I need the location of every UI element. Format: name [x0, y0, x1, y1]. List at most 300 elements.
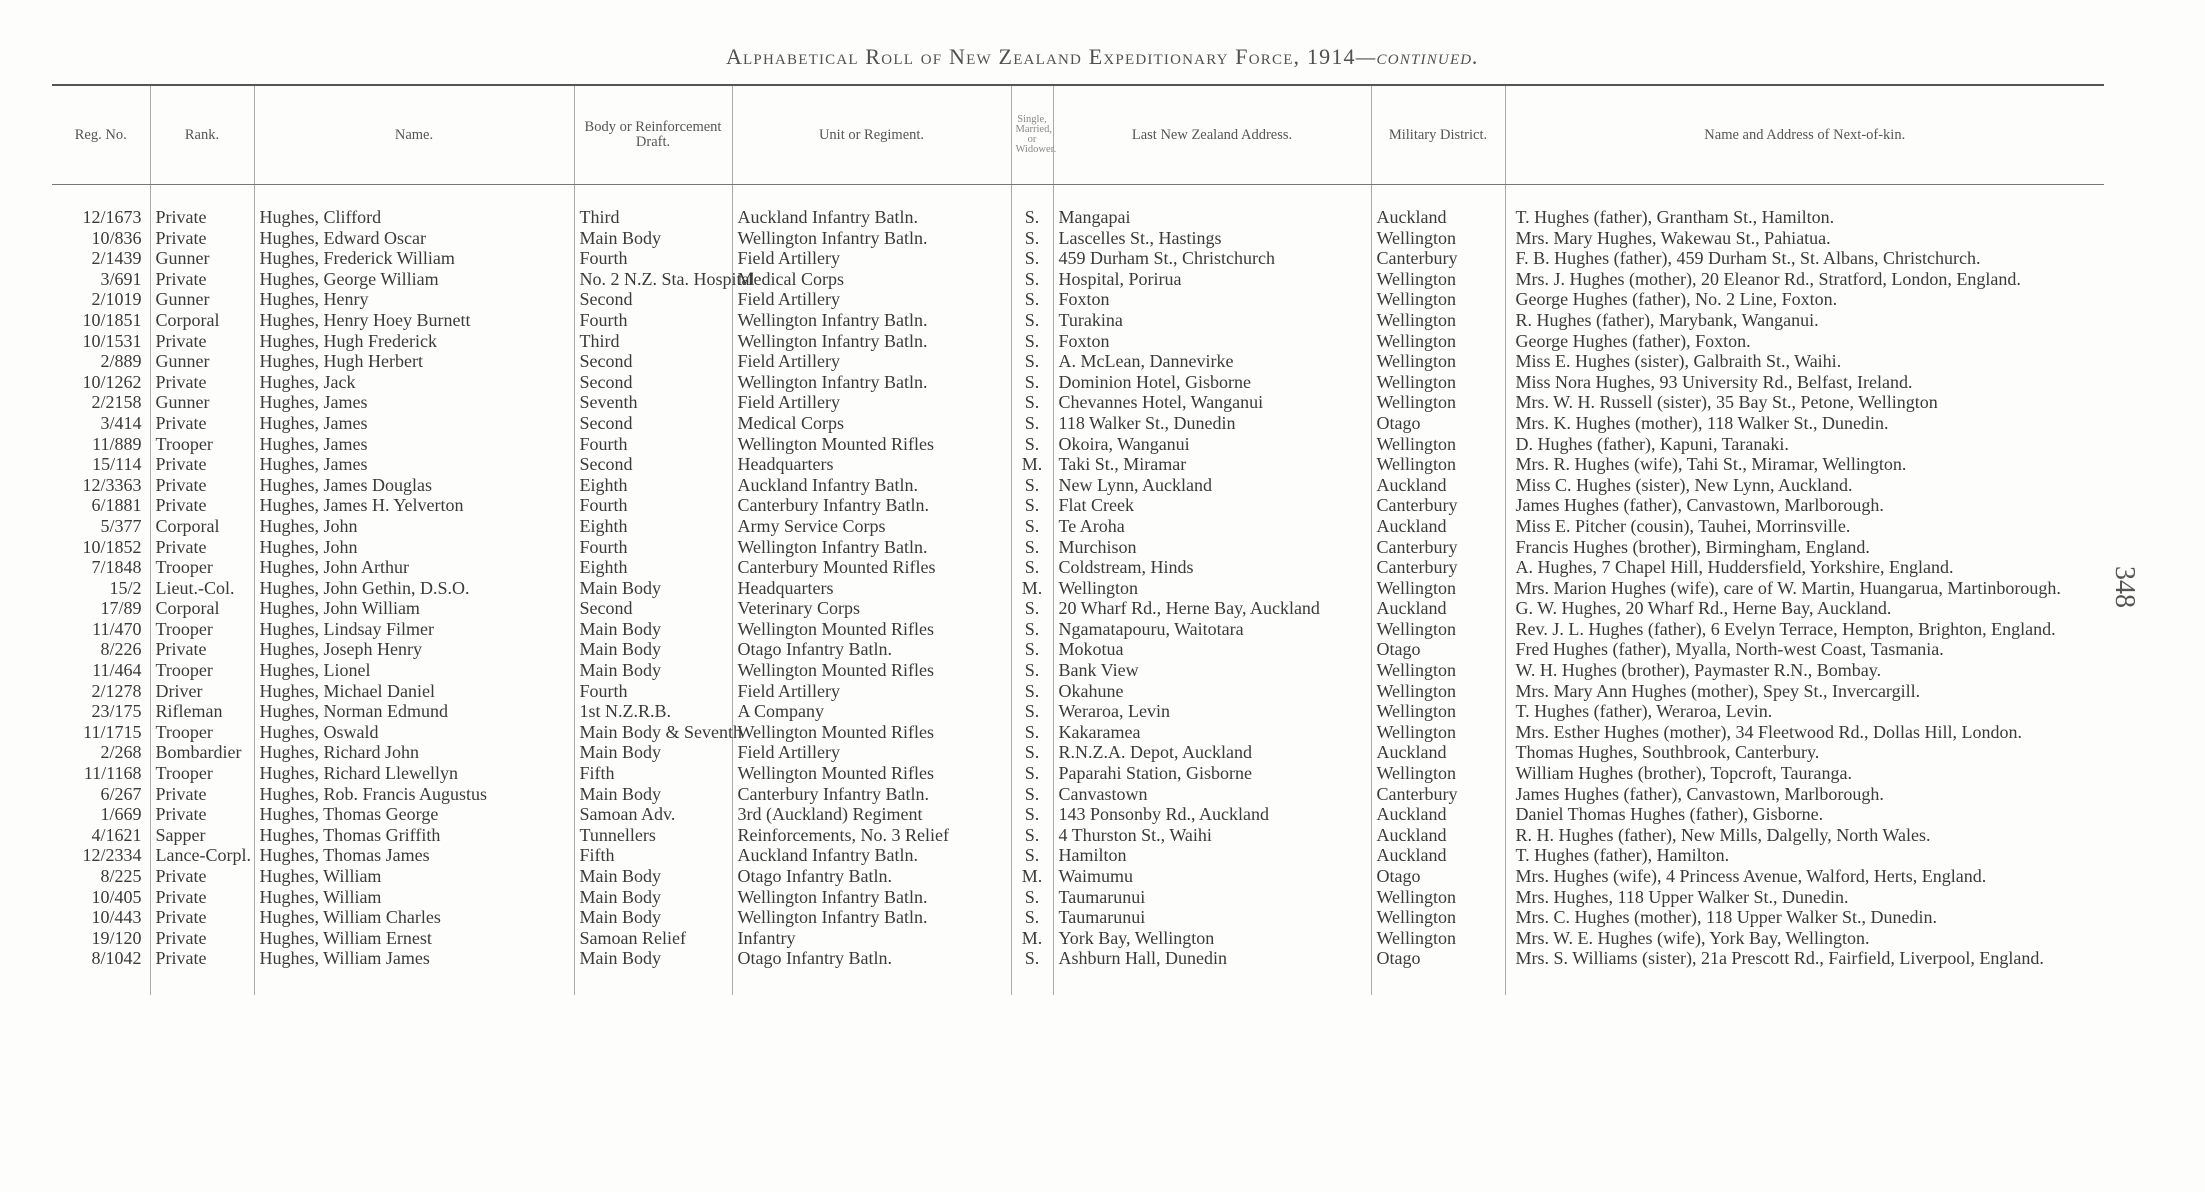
name-cell: Hughes, Michael Daniel — [254, 681, 574, 702]
next-of-kin-cell: Mrs. K. Hughes (mother), 118 Walker St., Dunedin. — [1505, 413, 2104, 434]
district-cell: Wellington — [1371, 681, 1505, 702]
col-header-address: Last New Zealand Address. — [1053, 85, 1371, 185]
draft-cell: Fourth — [574, 495, 732, 516]
next-of-kin-cell: D. Hughes (father), Kapuni, Taranaki. — [1505, 434, 2104, 455]
draft-cell: Eighth — [574, 475, 732, 496]
reg-no-cell: 8/226 — [100, 639, 142, 660]
reg-no-cell: 10/1262 — [82, 371, 142, 392]
draft-cell: Third — [574, 185, 732, 228]
draft-cell: Fourth — [574, 681, 732, 702]
marital-status-cell: S. — [1011, 557, 1053, 578]
draft-cell: Main Body — [574, 866, 732, 887]
district-cell: Wellington — [1371, 372, 1505, 393]
reg-no-cell: 2/889 — [100, 351, 142, 372]
col-header-marital-status: Single, Married, or Widower. — [1011, 85, 1053, 185]
name-cell: Hughes, William Charles — [254, 907, 574, 928]
table-row — [52, 351, 2104, 372]
unit-cell: Wellington Infantry Batln. — [732, 331, 1011, 352]
address-cell: R.N.Z.A. Depot, Auckland — [1053, 742, 1371, 763]
unit-cell: Field Artillery — [732, 681, 1011, 702]
col-header-name: Name. — [254, 85, 574, 185]
unit-cell: Field Artillery — [732, 248, 1011, 269]
district-cell: Wellington — [1371, 310, 1505, 331]
address-cell: Foxton — [1053, 289, 1371, 310]
name-cell: Hughes, John William — [254, 598, 574, 619]
table-row — [52, 495, 2104, 516]
next-of-kin-cell: Miss C. Hughes (sister), New Lynn, Auckland. — [1505, 475, 2104, 496]
table-row — [52, 331, 2104, 352]
draft-cell: Second — [574, 598, 732, 619]
name-cell: Hughes, James — [254, 413, 574, 434]
col-header-rank: Rank. — [150, 85, 254, 185]
next-of-kin-cell: Daniel Thomas Hughes (father), Gisborne. — [1505, 804, 2104, 825]
rank-cell: Rifleman — [150, 701, 254, 722]
district-cell: Wellington — [1371, 289, 1505, 310]
next-of-kin-cell: Miss E. Hughes (sister), Galbraith St., Waihi. — [1505, 351, 2104, 372]
draft-cell: 1st N.Z.R.B. — [574, 701, 732, 722]
rank-cell: Private — [150, 639, 254, 660]
rank-cell: Private — [150, 372, 254, 393]
address-cell: Canvastown — [1053, 784, 1371, 805]
rank-cell: Private — [150, 269, 254, 290]
rank-cell: Private — [150, 331, 254, 352]
draft-cell: Fourth — [574, 248, 732, 269]
name-cell: Hughes, James — [254, 454, 574, 475]
marital-status-cell: S. — [1011, 331, 1053, 352]
table-row — [52, 537, 2104, 558]
name-cell: Hughes, John — [254, 537, 574, 558]
address-cell: 20 Wharf Rd., Herne Bay, Auckland — [1053, 598, 1371, 619]
district-cell: Otago — [1371, 413, 1505, 434]
address-cell: New Lynn, Auckland — [1053, 475, 1371, 496]
reg-no-cell: 2/268 — [100, 742, 142, 763]
draft-cell: Fourth — [574, 434, 732, 455]
address-cell: Murchison — [1053, 537, 1371, 558]
table-row — [52, 866, 2104, 887]
marital-status-cell: S. — [1011, 351, 1053, 372]
draft-cell: Fifth — [574, 763, 732, 784]
marital-status-cell: S. — [1011, 392, 1053, 413]
district-cell: Wellington — [1371, 763, 1505, 784]
marital-status-cell: S. — [1011, 475, 1053, 496]
rank-cell: Private — [150, 887, 254, 908]
district-cell: Wellington — [1371, 392, 1505, 413]
draft-cell: Eighth — [574, 557, 732, 578]
unit-cell: Field Artillery — [732, 289, 1011, 310]
name-cell: Hughes, William — [254, 887, 574, 908]
next-of-kin-cell: Mrs. Mary Hughes, Wakewau St., Pahiatua. — [1505, 228, 2104, 249]
draft-cell: Second — [574, 413, 732, 434]
address-cell: Mokotua — [1053, 639, 1371, 660]
rank-cell: Trooper — [150, 434, 254, 455]
draft-cell: Main Body — [574, 619, 732, 640]
unit-cell: Army Service Corps — [732, 516, 1011, 537]
address-cell: 143 Ponsonby Rd., Auckland — [1053, 804, 1371, 825]
rank-cell: Gunner — [150, 392, 254, 413]
address-cell: Coldstream, Hinds — [1053, 557, 1371, 578]
marital-status-cell: S. — [1011, 185, 1053, 228]
name-cell: Hughes, Hugh Herbert — [254, 351, 574, 372]
marital-status-cell: M. — [1011, 866, 1053, 887]
table-row — [52, 701, 2104, 722]
draft-cell: No. 2 N.Z. Sta. Hospital — [574, 269, 732, 290]
marital-status-cell: S. — [1011, 804, 1053, 825]
next-of-kin-cell: George Hughes (father), No. 2 Line, Foxton. — [1505, 289, 2104, 310]
address-cell: Kakaramea — [1053, 722, 1371, 743]
table-row — [52, 742, 2104, 763]
reg-no-cell: 11/1715 — [83, 721, 142, 742]
rank-cell: Private — [150, 804, 254, 825]
unit-cell: Field Artillery — [732, 392, 1011, 413]
marital-status-cell: S. — [1011, 639, 1053, 660]
rank-cell: Corporal — [150, 598, 254, 619]
col-header-next-of-kin: Name and Address of Next-of-kin. — [1505, 85, 2104, 185]
unit-cell: Auckland Infantry Batln. — [732, 185, 1011, 228]
marital-status-cell: S. — [1011, 763, 1053, 784]
district-cell: Auckland — [1371, 845, 1505, 866]
unit-cell: Otago Infantry Batln. — [732, 948, 1011, 995]
next-of-kin-cell: Mrs. R. Hughes (wife), Tahi St., Miramar, Wellington. — [1505, 454, 2104, 475]
marital-status-cell: S. — [1011, 845, 1053, 866]
name-cell: Hughes, James H. Yelverton — [254, 495, 574, 516]
unit-cell: Canterbury Infantry Batln. — [732, 495, 1011, 516]
unit-cell: Wellington Mounted Rifles — [732, 722, 1011, 743]
table-row — [52, 845, 2104, 866]
rank-cell: Trooper — [150, 763, 254, 784]
next-of-kin-cell: F. B. Hughes (father), 459 Durham St., St. Albans, Christchurch. — [1505, 248, 2104, 269]
marital-status-cell: S. — [1011, 660, 1053, 681]
rank-cell: Driver — [150, 681, 254, 702]
draft-cell: Eighth — [574, 516, 732, 537]
table-row — [52, 372, 2104, 393]
col-header-district: Military District. — [1371, 85, 1505, 185]
name-cell: Hughes, Hugh Frederick — [254, 331, 574, 352]
address-cell: Bank View — [1053, 660, 1371, 681]
unit-cell: 3rd (Auckland) Regiment — [732, 804, 1011, 825]
marital-status-cell: S. — [1011, 310, 1053, 331]
next-of-kin-cell: R. H. Hughes (father), New Mills, Dalgelly, North Wales. — [1505, 825, 2104, 846]
marital-status-cell: S. — [1011, 372, 1053, 393]
name-cell: Hughes, John Gethin, D.S.O. — [254, 578, 574, 599]
address-cell: Foxton — [1053, 331, 1371, 352]
draft-cell: Seventh — [574, 392, 732, 413]
district-cell: Wellington — [1371, 887, 1505, 908]
rank-cell: Corporal — [150, 310, 254, 331]
address-cell: Wellington — [1053, 578, 1371, 599]
unit-cell: Wellington Infantry Batln. — [732, 537, 1011, 558]
district-cell: Wellington — [1371, 907, 1505, 928]
reg-no-cell: 10/1531 — [82, 330, 142, 351]
address-cell: Hospital, Porirua — [1053, 269, 1371, 290]
marital-status-cell: S. — [1011, 742, 1053, 763]
table-row — [52, 660, 2104, 681]
unit-cell: Wellington Mounted Rifles — [732, 660, 1011, 681]
next-of-kin-cell: Thomas Hughes, Southbrook, Canterbury. — [1505, 742, 2104, 763]
unit-cell: Wellington Mounted Rifles — [732, 434, 1011, 455]
address-cell: A. McLean, Dannevirke — [1053, 351, 1371, 372]
marital-status-cell: S. — [1011, 887, 1053, 908]
name-cell: Hughes, James — [254, 434, 574, 455]
address-cell: Chevannes Hotel, Wanganui — [1053, 392, 1371, 413]
reg-no-cell: 6/267 — [100, 783, 142, 804]
page-title — [0, 44, 2205, 70]
reg-no-cell: 7/1848 — [91, 557, 142, 578]
next-of-kin-cell: Francis Hughes (brother), Birmingham, England. — [1505, 537, 2104, 558]
unit-cell: Field Artillery — [732, 351, 1011, 372]
district-cell: Canterbury — [1371, 557, 1505, 578]
table-row — [52, 619, 2104, 640]
district-cell: Canterbury — [1371, 784, 1505, 805]
name-cell: Hughes, Frederick William — [254, 248, 574, 269]
reg-no-cell: 4/1621 — [91, 824, 142, 845]
name-cell: Hughes, Joseph Henry — [254, 639, 574, 660]
next-of-kin-cell: Miss Nora Hughes, 93 University Rd., Belfast, Ireland. — [1505, 372, 2104, 393]
unit-cell: Veterinary Corps — [732, 598, 1011, 619]
district-cell: Wellington — [1371, 351, 1505, 372]
district-cell: Auckland — [1371, 598, 1505, 619]
table-row — [52, 928, 2104, 949]
district-cell: Wellington — [1371, 928, 1505, 949]
rank-cell: Gunner — [150, 351, 254, 372]
unit-cell: Headquarters — [732, 454, 1011, 475]
name-cell: Hughes, John Arthur — [254, 557, 574, 578]
name-cell: Hughes, Thomas James — [254, 845, 574, 866]
name-cell: Hughes, Richard Llewellyn — [254, 763, 574, 784]
rank-cell: Gunner — [150, 289, 254, 310]
unit-cell: Field Artillery — [732, 742, 1011, 763]
col-header-reg-no: Reg. No. — [52, 85, 150, 185]
reg-no-cell: 8/1042 — [91, 948, 142, 969]
rank-cell: Trooper — [150, 557, 254, 578]
name-cell: Hughes, Lindsay Filmer — [254, 619, 574, 640]
reg-no-cell: 8/225 — [100, 866, 142, 886]
district-cell: Wellington — [1371, 701, 1505, 722]
reg-no-cell: 15/114 — [92, 454, 142, 475]
rank-cell: Private — [150, 475, 254, 496]
marital-status-cell: M. — [1011, 578, 1053, 599]
name-cell: Hughes, Norman Edmund — [254, 701, 574, 722]
unit-cell: Wellington Infantry Batln. — [732, 310, 1011, 331]
next-of-kin-cell: R. Hughes (father), Marybank, Wanganui. — [1505, 310, 2104, 331]
name-cell: Hughes, James Douglas — [254, 475, 574, 496]
draft-cell: Fourth — [574, 537, 732, 558]
draft-cell: Main Body — [574, 907, 732, 928]
rank-cell: Private — [150, 537, 254, 558]
district-cell: Auckland — [1371, 185, 1505, 228]
address-cell: Ashburn Hall, Dunedin — [1053, 948, 1371, 995]
rank-cell: Gunner — [150, 248, 254, 269]
marital-status-cell: S. — [1011, 948, 1053, 995]
draft-cell: Samoan Relief — [574, 928, 732, 949]
table-row — [52, 289, 2104, 310]
page-number: 348 — [2109, 566, 2140, 608]
table-row — [52, 516, 2104, 537]
district-cell: Otago — [1371, 866, 1505, 887]
draft-cell: Samoan Adv. — [574, 804, 732, 825]
address-cell: Okahune — [1053, 681, 1371, 702]
table-row — [52, 763, 2104, 784]
address-cell: Hamilton — [1053, 845, 1371, 866]
reg-no-cell: 2/2158 — [91, 392, 142, 413]
table-row — [52, 413, 2104, 434]
reg-no-cell: 11/889 — [92, 433, 142, 454]
rank-cell: Trooper — [150, 660, 254, 681]
name-cell: Hughes, Lionel — [254, 660, 574, 681]
name-cell: Hughes, George William — [254, 269, 574, 290]
table-row — [52, 722, 2104, 743]
address-cell: Okoira, Wanganui — [1053, 434, 1371, 455]
reg-no-cell: 11/1168 — [83, 763, 142, 784]
address-cell: 118 Walker St., Dunedin — [1053, 413, 1371, 434]
draft-cell: Main Body — [574, 784, 732, 805]
district-cell: Wellington — [1371, 434, 1505, 455]
roll-body — [52, 185, 2104, 995]
table-row — [52, 454, 2104, 475]
unit-cell: Wellington Mounted Rifles — [732, 619, 1011, 640]
reg-no-cell: 12/1673 — [82, 207, 142, 227]
draft-cell: Main Body — [574, 578, 732, 599]
marital-status-cell: M. — [1011, 928, 1053, 949]
header-row — [52, 85, 2104, 185]
next-of-kin-cell: Mrs. Mary Ann Hughes (mother), Spey St., Invercargill. — [1505, 681, 2104, 702]
reg-no-cell: 23/175 — [91, 701, 142, 722]
roll-table — [52, 84, 2104, 995]
unit-cell: Canterbury Mounted Rifles — [732, 557, 1011, 578]
table-row — [52, 248, 2104, 269]
name-cell: Hughes, Henry Hoey Burnett — [254, 310, 574, 331]
unit-cell: Reinforcements, No. 3 Relief — [732, 825, 1011, 846]
unit-cell: Headquarters — [732, 578, 1011, 599]
address-cell: Ngamatapouru, Waitotara — [1053, 619, 1371, 640]
address-cell: 459 Durham St., Christchurch — [1053, 248, 1371, 269]
address-cell: Taki St., Miramar — [1053, 454, 1371, 475]
reg-no-cell: 1/669 — [100, 804, 142, 825]
reg-no-cell: 10/443 — [91, 907, 142, 928]
name-cell: Hughes, James — [254, 392, 574, 413]
address-cell: 4 Thurston St., Waihi — [1053, 825, 1371, 846]
draft-cell: Fourth — [574, 310, 732, 331]
table-row — [52, 639, 2104, 660]
marital-status-cell: S. — [1011, 825, 1053, 846]
next-of-kin-cell: Mrs. C. Hughes (mother), 118 Upper Walker St., Dunedin. — [1505, 907, 2104, 928]
district-cell: Auckland — [1371, 475, 1505, 496]
district-cell: Canterbury — [1371, 495, 1505, 516]
reg-no-cell: 12/3363 — [82, 474, 142, 495]
next-of-kin-cell: Fred Hughes (father), Myalla, North-west Coast, Tasmania. — [1505, 639, 2104, 660]
unit-cell: Infantry — [732, 928, 1011, 949]
name-cell: Hughes, Richard John — [254, 742, 574, 763]
marital-status-cell: S. — [1011, 537, 1053, 558]
rank-cell: Lance-Corpl. — [150, 845, 254, 866]
rank-cell: Bombardier — [150, 742, 254, 763]
table-row — [52, 784, 2104, 805]
district-cell: Auckland — [1371, 516, 1505, 537]
table-row — [52, 681, 2104, 702]
draft-cell: Main Body — [574, 887, 732, 908]
marital-status-cell: S. — [1011, 516, 1053, 537]
next-of-kin-cell: Miss E. Pitcher (cousin), Tauhei, Morrinsville. — [1505, 516, 2104, 537]
page-title-suffix: —continued. — [1355, 44, 1480, 69]
address-cell: Flat Creek — [1053, 495, 1371, 516]
rank-cell: Lieut.-Col. — [150, 578, 254, 599]
address-cell: Dominion Hotel, Gisborne — [1053, 372, 1371, 393]
district-cell: Wellington — [1371, 660, 1505, 681]
unit-cell: Auckland Infantry Batln. — [732, 845, 1011, 866]
table-row — [52, 825, 2104, 846]
district-cell: Wellington — [1371, 269, 1505, 290]
rank-cell: Private — [150, 228, 254, 249]
name-cell: Hughes, William Ernest — [254, 928, 574, 949]
reg-no-cell: 2/1278 — [91, 680, 142, 701]
district-cell: Otago — [1371, 639, 1505, 660]
address-cell: Waimumu — [1053, 866, 1371, 887]
reg-no-cell: 3/414 — [100, 412, 142, 433]
rank-cell: Private — [150, 948, 254, 995]
name-cell: Hughes, Thomas Griffith — [254, 825, 574, 846]
name-cell: Hughes, Henry — [254, 289, 574, 310]
reg-no-cell: 19/120 — [91, 927, 142, 948]
next-of-kin-cell: Mrs. Marion Hughes (wife), care of W. Martin, Huangarua, Martinborough. — [1505, 578, 2104, 599]
address-cell: Turakina — [1053, 310, 1371, 331]
draft-cell: Tunnellers — [574, 825, 732, 846]
reg-no-cell: 2/1439 — [91, 248, 142, 269]
draft-cell: Second — [574, 454, 732, 475]
marital-status-cell: S. — [1011, 289, 1053, 310]
rank-cell: Private — [150, 185, 254, 228]
next-of-kin-cell: T. Hughes (father), Hamilton. — [1505, 845, 2104, 866]
reg-no-cell: 15/2 — [109, 577, 142, 598]
rank-cell: Trooper — [150, 722, 254, 743]
unit-cell: Wellington Infantry Batln. — [732, 228, 1011, 249]
table-row — [52, 907, 2104, 928]
address-cell: York Bay, Wellington — [1053, 928, 1371, 949]
district-cell: Canterbury — [1371, 248, 1505, 269]
district-cell: Wellington — [1371, 228, 1505, 249]
marital-status-cell: S. — [1011, 413, 1053, 434]
col-header-unit: Unit or Regiment. — [732, 85, 1011, 185]
district-cell: Auckland — [1371, 825, 1505, 846]
district-cell: Wellington — [1371, 722, 1505, 743]
unit-cell: Wellington Infantry Batln. — [732, 907, 1011, 928]
marital-status-cell: S. — [1011, 701, 1053, 722]
rank-cell: Private — [150, 454, 254, 475]
next-of-kin-cell: James Hughes (father), Canvastown, Marlborough. — [1505, 784, 2104, 805]
marital-status-cell: M. — [1011, 454, 1053, 475]
rank-cell: Private — [150, 866, 254, 887]
reg-no-cell: 17/89 — [100, 598, 142, 619]
next-of-kin-cell: Mrs. W. H. Russell (sister), 35 Bay St., Petone, Wellington — [1505, 392, 2104, 413]
draft-cell: Fifth — [574, 845, 732, 866]
marital-status-cell: S. — [1011, 269, 1053, 290]
name-cell: Hughes, Rob. Francis Augustus — [254, 784, 574, 805]
address-cell: Taumarunui — [1053, 907, 1371, 928]
address-cell: Lascelles St., Hastings — [1053, 228, 1371, 249]
district-cell: Wellington — [1371, 454, 1505, 475]
page-title-main: Alphabetical Roll of New Zealand Expeditionary Force, 1914 — [725, 44, 1356, 69]
unit-cell: Otago Infantry Batln. — [732, 866, 1011, 887]
unit-cell: Medical Corps — [732, 269, 1011, 290]
draft-cell: Main Body — [574, 639, 732, 660]
draft-cell: Second — [574, 289, 732, 310]
next-of-kin-cell: Mrs. Hughes, 118 Upper Walker St., Dunedin. — [1505, 887, 2104, 908]
district-cell: Canterbury — [1371, 537, 1505, 558]
next-of-kin-cell: A. Hughes, 7 Chapel Hill, Huddersfield, Yorkshire, England. — [1505, 557, 2104, 578]
table-row — [52, 578, 2104, 599]
rank-cell: Private — [150, 784, 254, 805]
marital-status-cell: S. — [1011, 681, 1053, 702]
address-cell: Taumarunui — [1053, 887, 1371, 908]
unit-cell: Wellington Infantry Batln. — [732, 887, 1011, 908]
